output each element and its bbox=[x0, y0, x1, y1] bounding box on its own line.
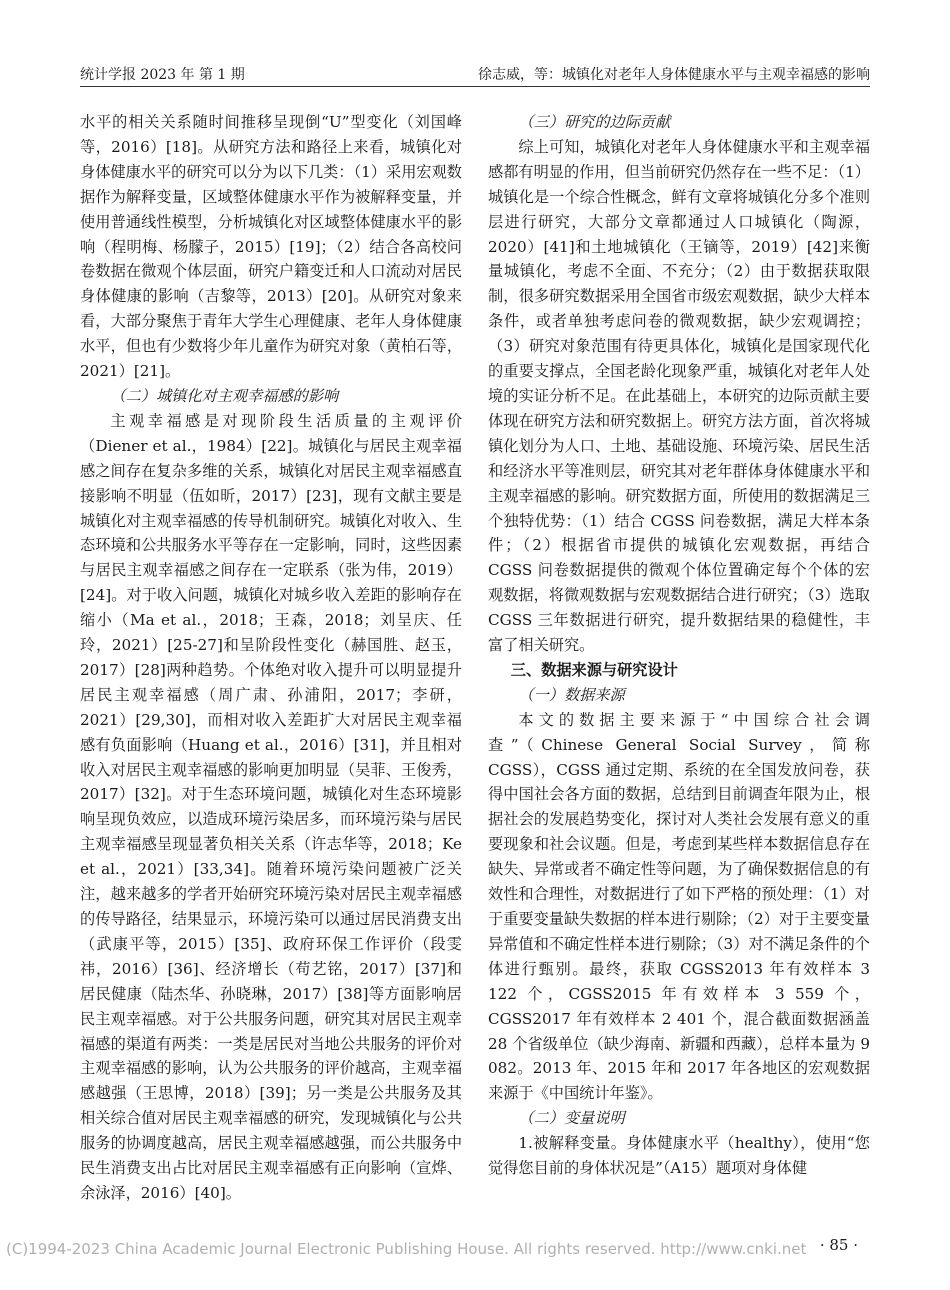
section-heading-urbanization-wellbeing: （二）城镇化对主观幸福感的影响 bbox=[110, 386, 339, 405]
paragraph-dependent-variable: 1.被解释变量。身体健康水平（healthy），使用“您觉得您目前的身体状况是”（A15）题项对身体健 bbox=[488, 1134, 870, 1178]
paragraph-subjective-wellbeing: 主观幸福感是对现阶段生活质量的主观评价（Diener et al.，1984）[22]。城镇化与居民主观幸福感之间存在复杂多维的关系，城镇化对居民主观幸福感直接影响不明显（伍如昕，2017）[23]，现有文献主要是城镇化对主观幸福感的传导机制研究。城镇化对收入、生态环境和公共服务水平等存在一定影响，同时，这些因素与居民主观幸福感之间存在一定联系（张为伟，2019）[24]。对于收入问题，城镇化对城乡收入差距的影响存在缩小（Ma et al.，2018；王森，2018；刘呈庆、任玲，2021）[25-27]和呈阶段性变化（赫国胜、赵玉，2017）[28]两种趋势。个体绝对收入提升可以明显提升居民主观幸福感（周广肃、孙浦阳，2017；李研，2021）[29,30]，而相对收入差距扩大对居民主观幸福感有负面影响（Huang et al.，2016）[31]，并且相对收入对居民主观幸福感的影响更加明显（吴菲、王俊秀，2017）[32]。对于生态环境问题，城镇化对生态环境影响呈现负效应，以造成环境污染居多，而环境污染与居民主观幸福感呈现显著负相关关系（许志华等，2018；Ke et al.，2021）[33,34]。随着环境污染问题被广泛关注，越来越多的学者开始研究环境污染对居民主观幸福感的传导路径，结果显示，环境污染可以通过居民消费支出（武康平等，2015）[35]、政府环保工作评价（段雯祎，2016）[36]、经济增长（苟艺铭，2017）[37]和居民健康（陆杰华、孙晓琳，2017）[38]等方面影响居民主观幸福感。对于公共服务问题，研究其对居民主观幸福感的渠道有两类：一类是居民对当地公共服务的评价对主观幸福感的影响，认为公共服务的评价越高，主观幸福感越强（王思博，2018）[39]；另一类是公共服务及其相关综合值对居民主观幸福感的研究，发现城镇化与公共服务的协调度越高，居民主观幸福感越强，而公共服务中民生消费支出占比对居民主观幸福感有正向影响（宣烨、余泳泽，2016）[40]。 bbox=[80, 411, 462, 1202]
section-heading-data-source: （一）数据来源 bbox=[518, 685, 625, 704]
article-running-title: 徐志威，等：城镇化对老年人身体健康水平与主观幸福感的影响 bbox=[478, 67, 870, 83]
section-heading-variables: （二）变量说明 bbox=[518, 1109, 625, 1128]
section-heading-data-design: 三、数据来源与研究设计 bbox=[510, 660, 678, 679]
paragraph-urbanization-health-methods: 水平的相关关系随时间推移呈现倒“U”型变化（刘国峰等，2016）[18]。从研究方法和路径上来看，城镇化对身体健康水平的研究可以分为以下几类：（1）采用宏观数据作为解释变量，区域整体健康水平作为被解释变量，并使用普通线性模型，分析城镇化对区域整体健康水平的影响（程明梅、杨朦子，2015）[19]；（2）结合各高校问卷数据在微观个体层面，研究户籍变迁和人口流动对居民身体健康的影响（吉黎等，2013）[20]。从研究对象来看，大部分聚焦于青年大学生心理健康、老年人身体健康水平，但也有少数将少年儿童作为研究对象（黄柏石等，2021）[21]。 bbox=[80, 113, 462, 381]
left-column bbox=[80, 110, 462, 1206]
paragraph-data-source: 本文的数据主要来源于“中国综合社会调查”（Chinese General Social Survey，简称 CGSS），CGSS 通过定期、系统的在全国发放问卷，获得中国社会各方面的数据，总结到目前调查年限为止，根据社会的发展趋势变化，探讨对人类社会发展有意义的重要现象和社会议题。但是，考虑到某些样本数据信息存在缺失、异常或者不确定性等问题，为了确保数据信息的有效性和合理性，对数据进行了如下严格的预处理：（1）对于重要变量缺失数据的样本进行剔除；（2）对于主要变量异常值和不确定性样本进行剔除；（3）对不满足条件的个体进行甄别。最终，获取 CGSS2013 年有效样本 3 122 个，CGSS2015 年有效样本 3 559 个，CGSS2017 年有效样本 2 401 个，混合截面数据涵盖 28 个省级单位（缺少海南、新疆和西藏），总样本量为 9 082。2013 年、2015 年和 2017 年各地区的宏观数据来源于《中国统计年鉴》。 bbox=[488, 710, 870, 1103]
right-column bbox=[488, 110, 870, 1181]
section-heading-marginal-contribution: （三）研究的边际贡献 bbox=[518, 113, 671, 131]
copyright-watermark: (C)1994-2023 China Academic Journal Electronic Publishing House. All rights reserved. http://www.cnki.net bbox=[6, 1240, 807, 1258]
page-number: · 85 · bbox=[819, 1236, 858, 1254]
paragraph-marginal-contribution: 综上可知，城镇化对老年人身体健康水平和主观幸福感都有明显的作用，但当前研究仍然存在一些不足：（1）城镇化是一个综合性概念，鲜有文章将城镇化分多个准则层进行研究，大部分文章都通过人口城镇化（陶源，2020）[41]和土地城镇化（王镝等，2019）[42]来衡量城镇化，考虑不全面、不充分；（2）由于数据获取限制，很多研究数据采用全国省市级宏观数据，缺少大样本条件，或者单独考虑问卷的微观数据，缺少宏观调控；（3）研究对象范围有待更具体化，城镇化是国家现代化的重要支撑点，全国老龄化现象严重，城镇化对老年人处境的实证分析不足。在此基础上，本研究的边际贡献主要体现在研究方法和研究数据上。研究方法方面，首次将城镇化划分为人口、土地、基础设施、环境污染、居民生活和经济水平等准则层，研究其对老年群体身体健康水平和主观幸福感的影响。研究数据方面，所使用的数据满足三个独特优势：（1）结合 CGSS 问卷数据，满足大样本条件；（2）根据省市提供的城镇化宏观数据，再结合 CGSS 问卷数据提供的微观个体位置确定每个个体的宏观数据，将微观数据与宏观数据结合进行研究；（3）选取 CGSS 三年数据进行研究，提升数据结果的稳健性，丰富了相关研究。 bbox=[488, 137, 870, 655]
journal-info: 统计学报 2023 年 第 1 期 bbox=[80, 67, 245, 83]
running-header bbox=[80, 64, 870, 87]
